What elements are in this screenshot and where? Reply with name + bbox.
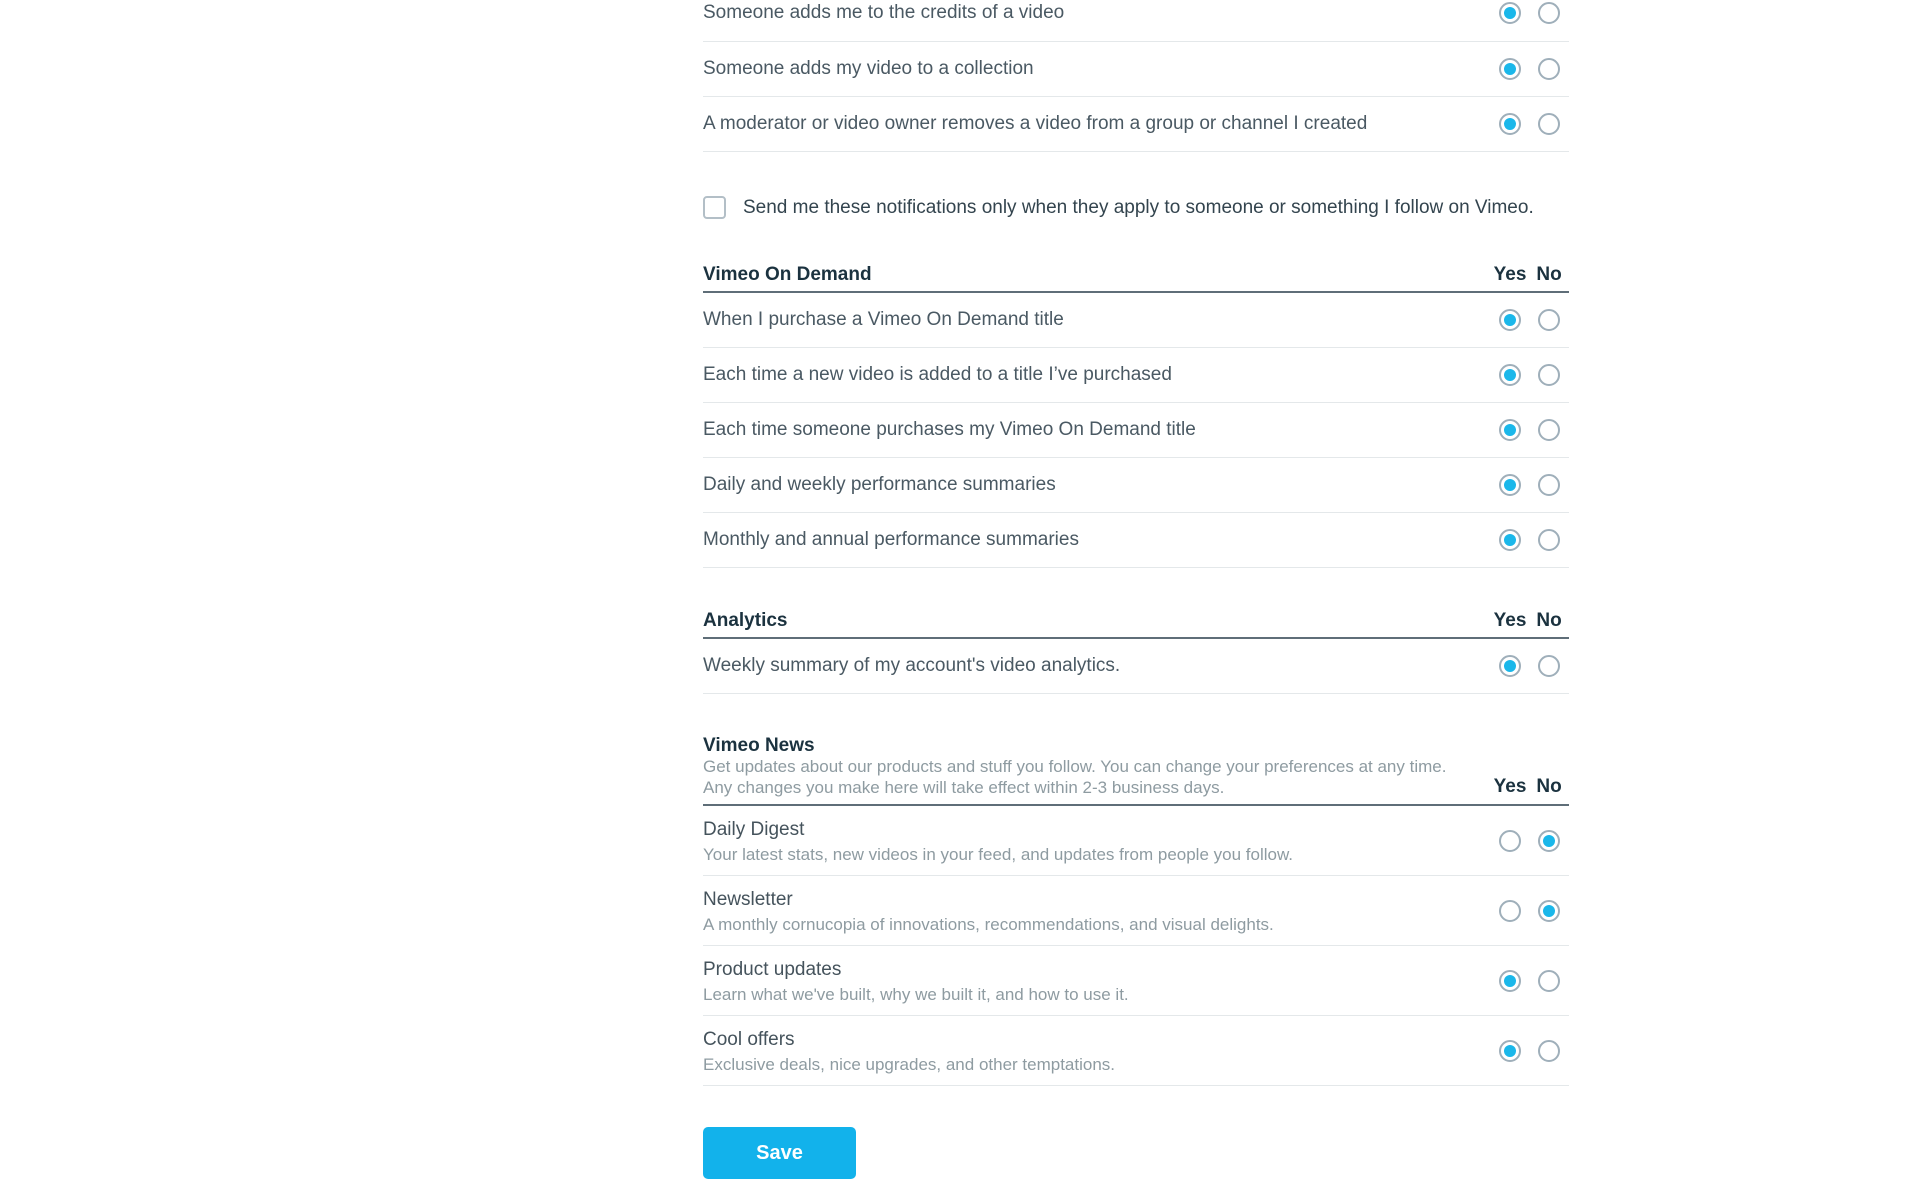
radio-no[interactable] [1538, 474, 1560, 496]
radio-group [1499, 474, 1569, 496]
row-label: Each time someone purchases my Vimeo On Demand title [703, 419, 1196, 440]
radio-no[interactable] [1538, 529, 1560, 551]
radio-yes[interactable] [1499, 2, 1521, 24]
radio-yes[interactable] [1499, 58, 1521, 80]
radio-yes[interactable] [1499, 900, 1521, 922]
news-row-text [703, 1026, 1115, 1075]
radio-no[interactable] [1538, 900, 1560, 922]
section-header-analytics [703, 611, 1569, 639]
news-row-text [703, 816, 1293, 865]
radio-group [1499, 830, 1569, 852]
row-label: Daily and weekly performance summaries [703, 474, 1056, 495]
follow-filter-label: Send me these notifications only when they apply to someone or something I follow on Vimeo. [743, 197, 1534, 218]
row-sublabel: Your latest stats, new videos in your feed, and updates from people you follow. [703, 845, 1294, 864]
radio-yes[interactable] [1499, 970, 1521, 992]
radio-group [1499, 364, 1569, 386]
news-row-text [703, 886, 1274, 935]
news-row [703, 946, 1569, 1016]
notification-row [703, 513, 1569, 568]
row-label: A moderator or video owner removes a video from a group or channel I created [703, 113, 1368, 134]
radio-no[interactable] [1538, 1040, 1560, 1062]
row-label: Weekly summary of my account's video analytics. [703, 655, 1121, 676]
news-row [703, 876, 1569, 946]
row-label: Daily Digest [703, 819, 805, 840]
no-column-header: No [1536, 264, 1562, 285]
radio-group [1499, 1040, 1569, 1062]
row-label: Someone adds my video to a collection [703, 58, 1034, 79]
news-row [703, 806, 1569, 876]
notification-row [703, 639, 1569, 694]
notification-row [703, 0, 1569, 42]
radio-group [1499, 58, 1569, 80]
radio-group [1499, 113, 1569, 135]
news-row-text [703, 956, 1129, 1005]
row-label: Cool offers [703, 1029, 795, 1050]
no-column-header: No [1536, 610, 1562, 631]
section-header-on-demand [703, 265, 1569, 293]
row-sublabel: Exclusive deals, nice upgrades, and other temptations. [703, 1055, 1116, 1074]
save-button[interactable]: Save [703, 1127, 856, 1179]
radio-yes[interactable] [1499, 364, 1521, 386]
notification-row [703, 458, 1569, 513]
section-title: Vimeo On Demand [703, 264, 872, 285]
row-label: Monthly and annual performance summaries [703, 529, 1079, 550]
row-label: Each time a new video is added to a title I’ve purchased [703, 364, 1172, 385]
yes-column-header: Yes [1493, 776, 1527, 797]
radio-no[interactable] [1538, 655, 1560, 677]
radio-no[interactable] [1538, 419, 1560, 441]
notification-row [703, 403, 1569, 458]
radio-yes[interactable] [1499, 529, 1521, 551]
radio-yes[interactable] [1499, 655, 1521, 677]
follow-filter-checkbox[interactable] [703, 196, 726, 219]
radio-group [1499, 419, 1569, 441]
yes-no-column-headers [1493, 610, 1569, 631]
no-column-header: No [1536, 776, 1562, 797]
radio-yes[interactable] [1499, 1040, 1521, 1062]
radio-group [1499, 2, 1569, 24]
radio-no[interactable] [1538, 309, 1560, 331]
radio-yes[interactable] [1499, 830, 1521, 852]
notification-row [703, 293, 1569, 348]
radio-no[interactable] [1538, 113, 1560, 135]
notification-row [703, 42, 1569, 97]
row-label: Product updates [703, 959, 842, 980]
radio-group [1499, 529, 1569, 551]
notification-row [703, 348, 1569, 403]
radio-no[interactable] [1538, 2, 1560, 24]
radio-yes[interactable] [1499, 113, 1521, 135]
row-label: Someone adds me to the credits of a video [703, 2, 1065, 23]
radio-group [1499, 970, 1569, 992]
radio-no[interactable] [1538, 970, 1560, 992]
radio-group [1499, 309, 1569, 331]
row-sublabel: Learn what we've built, why we built it, and how to use it. [703, 985, 1129, 1004]
yes-column-header: Yes [1493, 264, 1527, 285]
radio-yes[interactable] [1499, 419, 1521, 441]
radio-no[interactable] [1538, 364, 1560, 386]
notification-settings-panel [703, 0, 1569, 1179]
section-header-vimeo-news [703, 736, 1569, 806]
row-sublabel: A monthly cornucopia of innovations, recommendations, and visual delights. [703, 915, 1274, 934]
news-row [703, 1016, 1569, 1086]
row-label: When I purchase a Vimeo On Demand title [703, 309, 1064, 330]
section-description-line: Any changes you make here will take effect within 2-3 business days. [703, 778, 1225, 797]
radio-no[interactable] [1538, 58, 1560, 80]
radio-no[interactable] [1538, 830, 1560, 852]
yes-no-column-headers [1493, 264, 1569, 285]
radio-group [1499, 900, 1569, 922]
radio-group [1499, 655, 1569, 677]
row-label: Newsletter [703, 889, 793, 910]
yes-no-column-headers [1493, 776, 1569, 797]
yes-column-header: Yes [1493, 610, 1527, 631]
section-description-line: Get updates about our products and stuff you follow. You can change your preferences at any time. [703, 757, 1447, 776]
notification-row [703, 97, 1569, 152]
section-title: Analytics [703, 610, 788, 631]
follow-filter-row [703, 196, 1569, 219]
section-title: Vimeo News [703, 735, 815, 756]
radio-yes[interactable] [1499, 309, 1521, 331]
radio-yes[interactable] [1499, 474, 1521, 496]
